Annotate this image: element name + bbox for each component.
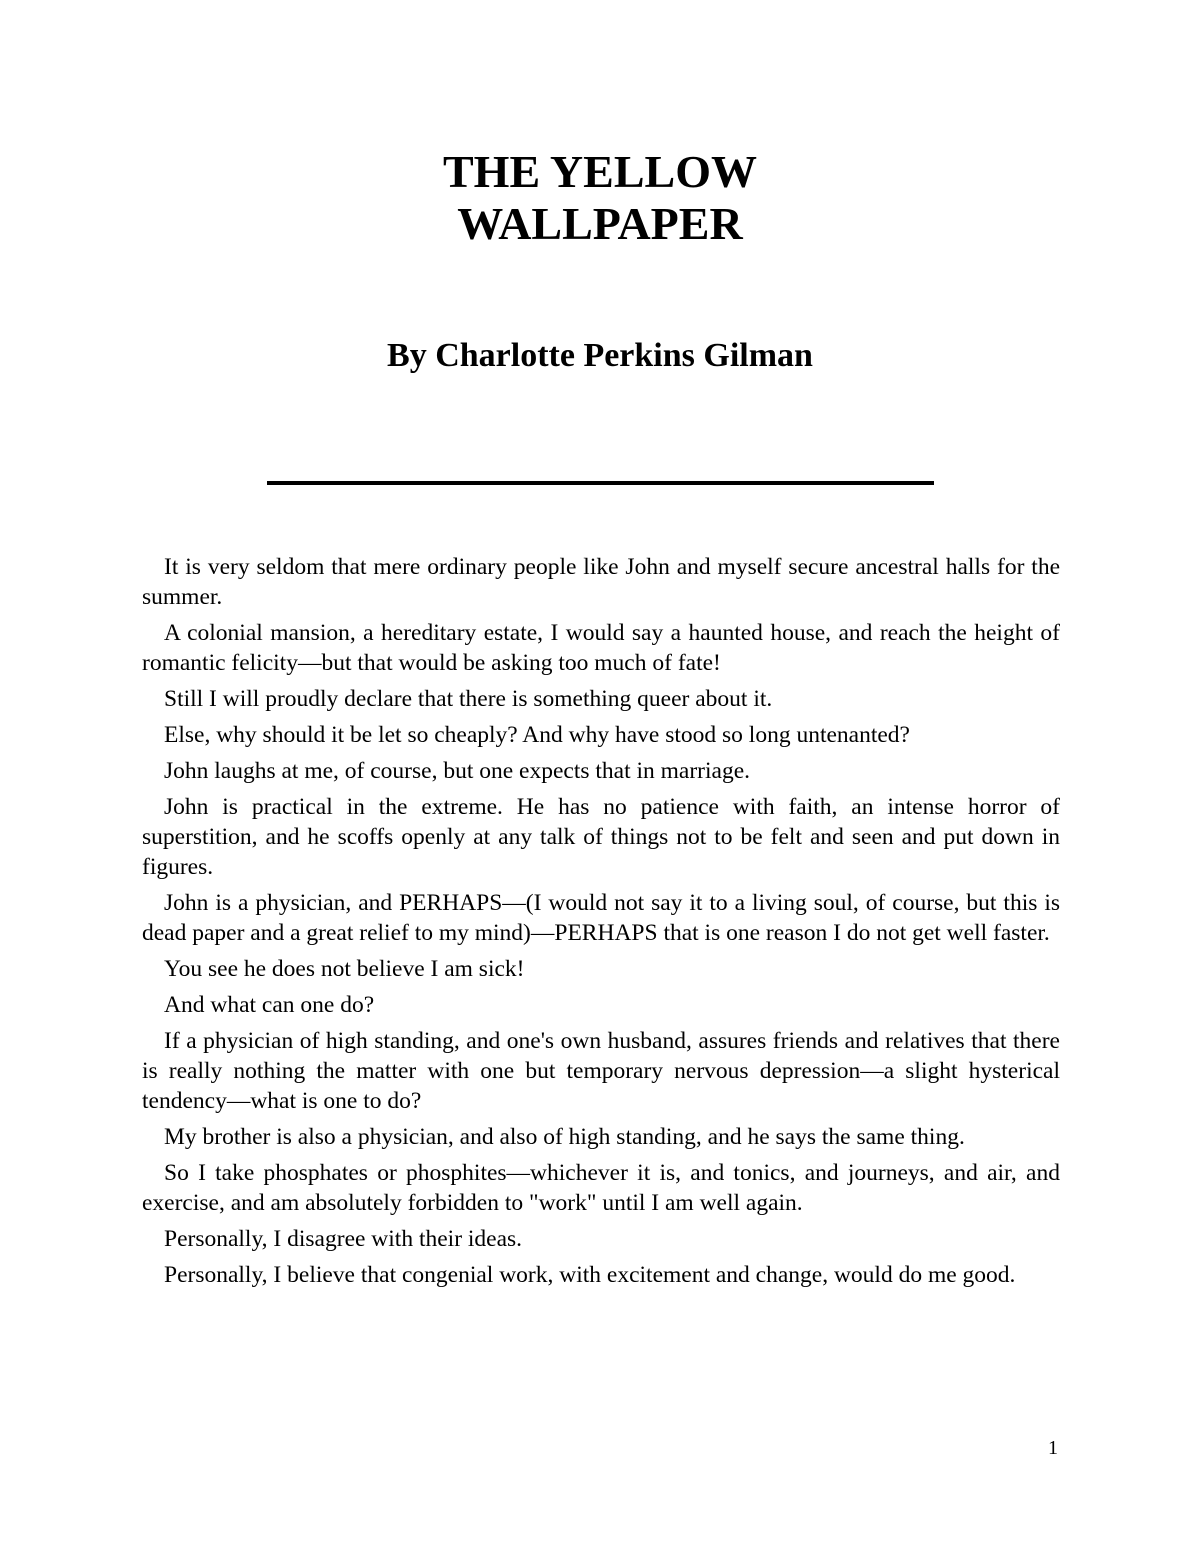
paragraph: John is a physician, and PERHAPS—(I would not say it to a living soul, of course, but this is dead paper and a great relief to my mind)—PERHAPS that is one reason I do not get well faster. bbox=[142, 890, 1060, 946]
paragraph: If a physician of high standing, and one's own husband, assures friends and relatives that there is really nothing the matter with one but temporary nervous depression—a slight hysterical tendency—what is one to do? bbox=[142, 1028, 1060, 1114]
title-line-2: WALLPAPER bbox=[457, 198, 743, 249]
paragraph: Personally, I disagree with their ideas. bbox=[164, 1226, 523, 1252]
document-title bbox=[0, 146, 1200, 250]
paragraph: Still I will proudly declare that there is something queer about it. bbox=[164, 686, 773, 712]
body-text bbox=[142, 552, 1060, 1296]
horizontal-rule bbox=[267, 481, 934, 485]
paragraph: And what can one do? bbox=[164, 992, 375, 1018]
paragraph: It is very seldom that mere ordinary people like John and myself secure ancestral halls for the summer. bbox=[142, 554, 1060, 610]
author-byline: By Charlotte Perkins Gilman bbox=[387, 337, 813, 374]
paragraph: So I take phosphates or phosphites—whichever it is, and tonics, and journeys, and air, and exercise, and am absolutely forbidden to "work" until I am well again. bbox=[142, 1160, 1060, 1216]
paragraph: Personally, I believe that congenial work, with excitement and change, would do me good. bbox=[164, 1262, 1016, 1288]
paragraph: You see he does not believe I am sick! bbox=[164, 956, 525, 982]
title-line-1: THE YELLOW bbox=[443, 146, 757, 197]
paragraph: A colonial mansion, a hereditary estate, I would say a haunted house, and reach the height of romantic felicity—but that would be asking too much of fate! bbox=[142, 620, 1060, 676]
page-number: 1 bbox=[1048, 1437, 1058, 1459]
paragraph: John laughs at me, of course, but one expects that in marriage. bbox=[164, 758, 751, 784]
paragraph: Else, why should it be let so cheaply? And why have stood so long untenanted? bbox=[164, 722, 910, 748]
paragraph: John is practical in the extreme. He has no patience with faith, an intense horror of superstition, and he scoffs openly at any talk of things not to be felt and seen and put down in figures. bbox=[142, 794, 1060, 880]
paragraph: My brother is also a physician, and also of high standing, and he says the same thing. bbox=[164, 1124, 965, 1150]
